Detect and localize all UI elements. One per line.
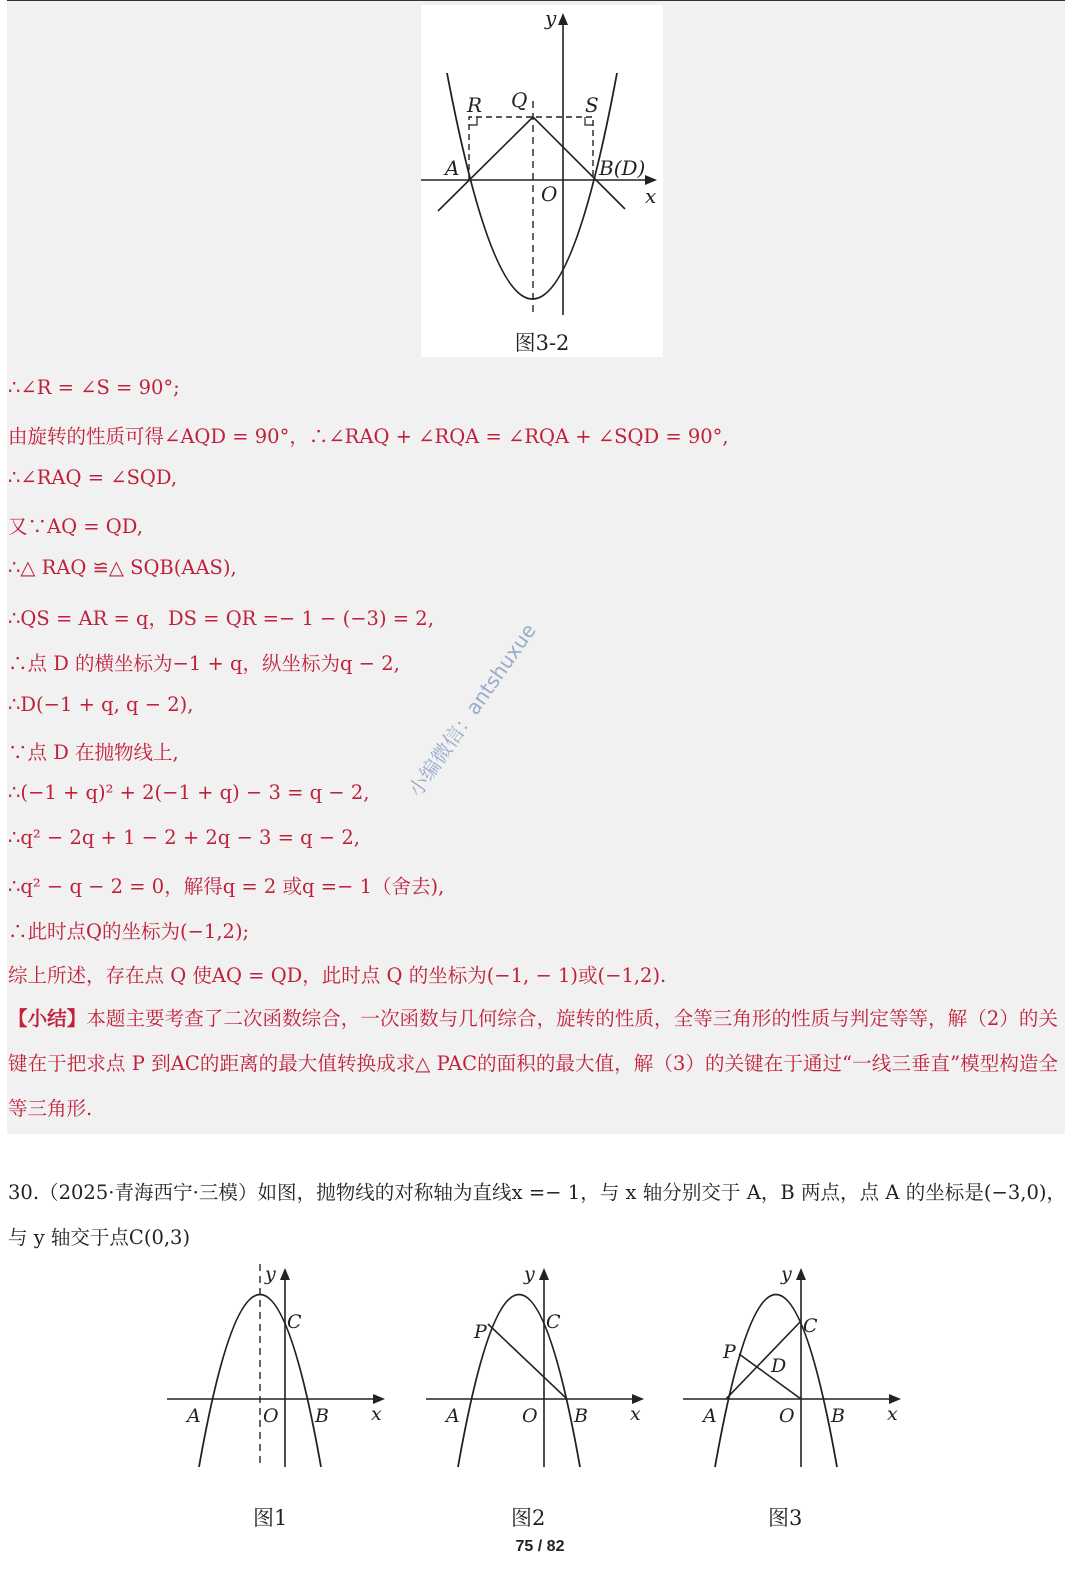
label-x: x [371,1403,382,1425]
label-o: O [522,1405,538,1427]
label-c: C [287,1311,302,1333]
label-p: P [723,1341,736,1363]
label-y: y [781,1263,792,1285]
figure-3-caption: 图3 [768,1506,803,1530]
summary-text: 本题主要考查了二次函数综合，一次函数与几何综合，旋转的性质，全等三角形的性质与判定等等，解（2）的关键在于把求点 P 到AC的距离的最大值转换成求△ PAC的面积的最大值，解（3）的关键在于通过“一线三垂直”模型构造全等三角形. [8,1007,1058,1120]
y-axis-arrow-icon [796,1268,806,1280]
solution-line-4: 又∵AQ = QD, [8,515,143,538]
solution-line-3: ∴∠RAQ = ∠SQD, [8,466,178,489]
label-o: O [779,1405,795,1427]
label-y: y [545,6,557,30]
label-x: x [887,1403,898,1425]
label-c: C [803,1315,818,1337]
label-q: Q [511,88,528,112]
solution-line-11: ∴q² − 2q + 1 − 2 + 2q − 3 = q − 2, [8,826,360,849]
solution-line-5: ∴△ RAQ ≌△ SQB(AAS), [8,556,237,579]
label-a: A [703,1405,717,1427]
watermark: 小编微信：antshuxue [403,619,541,802]
label-y: y [265,1263,276,1285]
solution-line-9: ∵点 D 在抛物线上, [8,741,179,764]
line-pb [488,1324,567,1399]
y-axis-arrow-icon [558,13,568,25]
figure-1-caption: 图1 [253,1506,288,1530]
page-number: 75 / 82 [515,1538,565,1555]
solution-line-12: ∴q² − q − 2 = 0，解得q = 2 或q =− 1（舍去), [8,875,445,898]
figure-3-2 [421,5,663,357]
solution-line-6: ∴QS = AR = q，DS = QR =− 1 − (−3) = 2, [8,607,434,630]
figure-2-graph [424,1262,654,1472]
question-30-text: 30.（2025·青海西宁·三模）如图，抛物线的对称轴为直线x =− 1，与 x 轴分别交于 A，B 两点，点 A 的坐标是(−3,0)，与 y 轴交于点C(0,3) [8,1181,1066,1249]
figure-3-2-graph [421,5,663,325]
label-a: A [187,1405,201,1427]
label-bd: B(D) [599,156,646,180]
label-a: A [445,156,460,180]
label-b: B [315,1405,329,1427]
figure-2 [424,1262,654,1472]
solution-line-14: 综上所述，存在点 Q 使AQ = QD，此时点 Q 的坐标为(−1, − 1)或(−1,2). [8,964,667,987]
label-d: D [771,1355,787,1377]
summary [8,996,1058,1131]
dashed-rectangle [469,117,593,180]
solution-line-1: ∴∠R = ∠S = 90°; [8,376,180,399]
label-b: B [574,1405,588,1427]
label-o: O [263,1405,279,1427]
figure-3 [681,1262,911,1472]
right-angle-s [585,117,593,125]
solution-line-13: ∴此时点Q的坐标为(−1,2); [8,920,250,943]
y-axis-arrow-icon [280,1268,290,1280]
label-p: P [474,1321,487,1343]
right-angle-r [469,117,477,125]
label-s: S [585,93,599,117]
label-x: x [645,184,657,208]
label-x: x [630,1403,641,1425]
solution-line-7: ∴点 D 的横坐标为−1 + q，纵坐标为q − 2, [8,652,400,675]
line-ac [726,1321,801,1399]
label-o: O [541,182,558,206]
figure-1-graph [165,1262,395,1472]
figure-2-caption: 图2 [511,1506,546,1530]
figure-caption: 图3-2 [514,331,570,355]
label-c: C [546,1311,561,1333]
solution-line-10: ∴(−1 + q)² + 2(−1 + q) − 3 = q − 2, [8,781,370,804]
y-axis-arrow-icon [539,1268,549,1280]
figure-3-graph [681,1262,911,1472]
solution-line-8: ∴D(−1 + q, q − 2), [8,693,194,716]
figure-1 [165,1262,395,1472]
label-r: R [467,93,483,117]
solution-line-2: 由旋转的性质可得∠AQD = 90°，∴∠RAQ + ∠RQA = ∠RQA + ∠SQD = 90°, [8,425,729,448]
parabola [199,1295,321,1468]
label-b: B [831,1405,845,1427]
label-y: y [524,1263,535,1285]
label-a: A [446,1405,460,1427]
summary-tag: 【小结】 [8,1007,87,1030]
